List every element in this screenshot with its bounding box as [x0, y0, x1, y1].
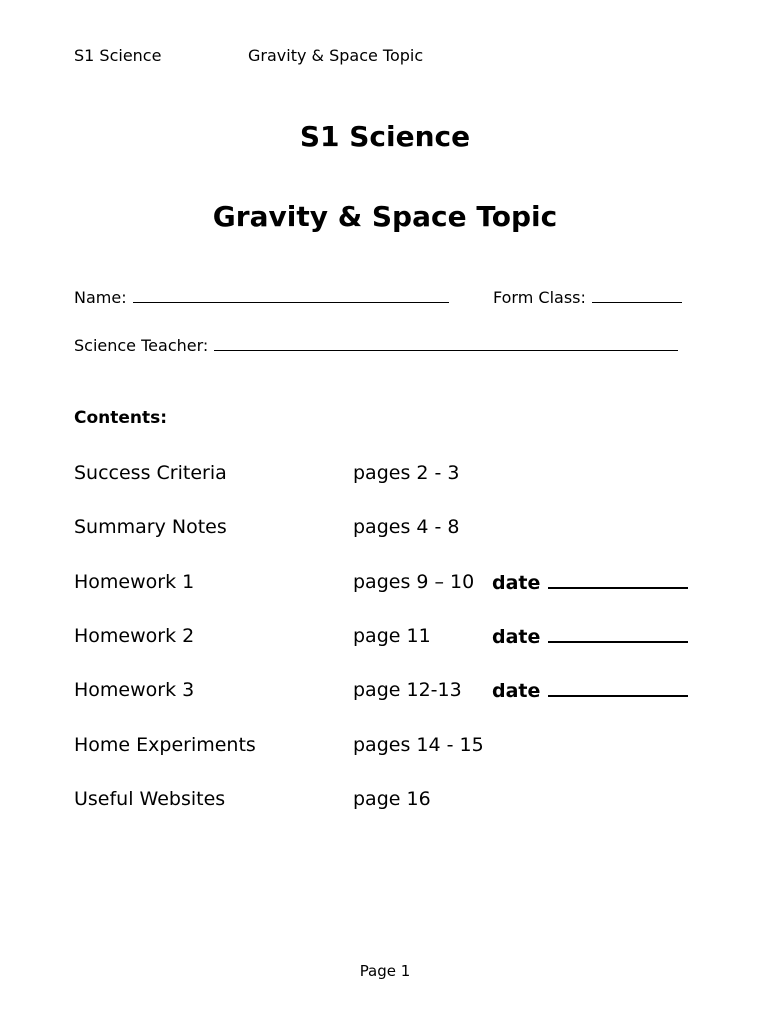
date-label: date [492, 680, 541, 702]
contents-item-pages: pages 9 – 10 [353, 571, 475, 593]
contents-item-label: Success Criteria [74, 462, 227, 484]
contents-item-label: Homework 3 [74, 679, 195, 701]
page-number: Page 1 [359, 962, 411, 980]
contents-heading: Contents: [74, 408, 168, 428]
contents-item-label: Home Experiments [74, 734, 256, 756]
form-class-blank-line[interactable] [592, 288, 682, 303]
contents-item-label: Summary Notes [74, 516, 227, 538]
contents-item-date-field[interactable] [492, 679, 688, 702]
date-blank-line[interactable] [548, 571, 688, 589]
form-class-field[interactable] [493, 288, 682, 307]
contents-item-date-field[interactable] [492, 625, 688, 648]
contents-item-pages: pages 4 - 8 [353, 516, 460, 538]
teacher-blank-line[interactable] [214, 336, 678, 351]
page-title: S1 Science [299, 120, 471, 153]
date-label: date [492, 626, 541, 648]
contents-item-label: Homework 2 [74, 625, 195, 647]
contents-item-pages: page 12-13 [353, 679, 462, 701]
name-field[interactable] [74, 288, 449, 307]
contents-item-date-field[interactable] [492, 571, 688, 594]
teacher-field[interactable] [74, 336, 678, 355]
teacher-label: Science Teacher: [74, 336, 209, 355]
header-topic: Gravity & Space Topic [248, 46, 424, 65]
date-blank-line[interactable] [548, 679, 688, 697]
contents-item-pages: page 11 [353, 625, 431, 647]
contents-item-label: Homework 1 [74, 571, 195, 593]
name-label: Name: [74, 288, 127, 307]
date-blank-line[interactable] [548, 625, 688, 643]
name-blank-line[interactable] [133, 288, 449, 303]
header-course: S1 Science [74, 46, 162, 65]
page-subtitle: Gravity & Space Topic [212, 200, 558, 233]
date-label: date [492, 572, 541, 594]
form-class-label: Form Class: [493, 288, 586, 307]
contents-item-label: Useful Websites [74, 788, 226, 810]
contents-item-pages: page 16 [353, 788, 431, 810]
contents-item-pages: pages 14 - 15 [353, 734, 484, 756]
contents-item-pages: pages 2 - 3 [353, 462, 460, 484]
